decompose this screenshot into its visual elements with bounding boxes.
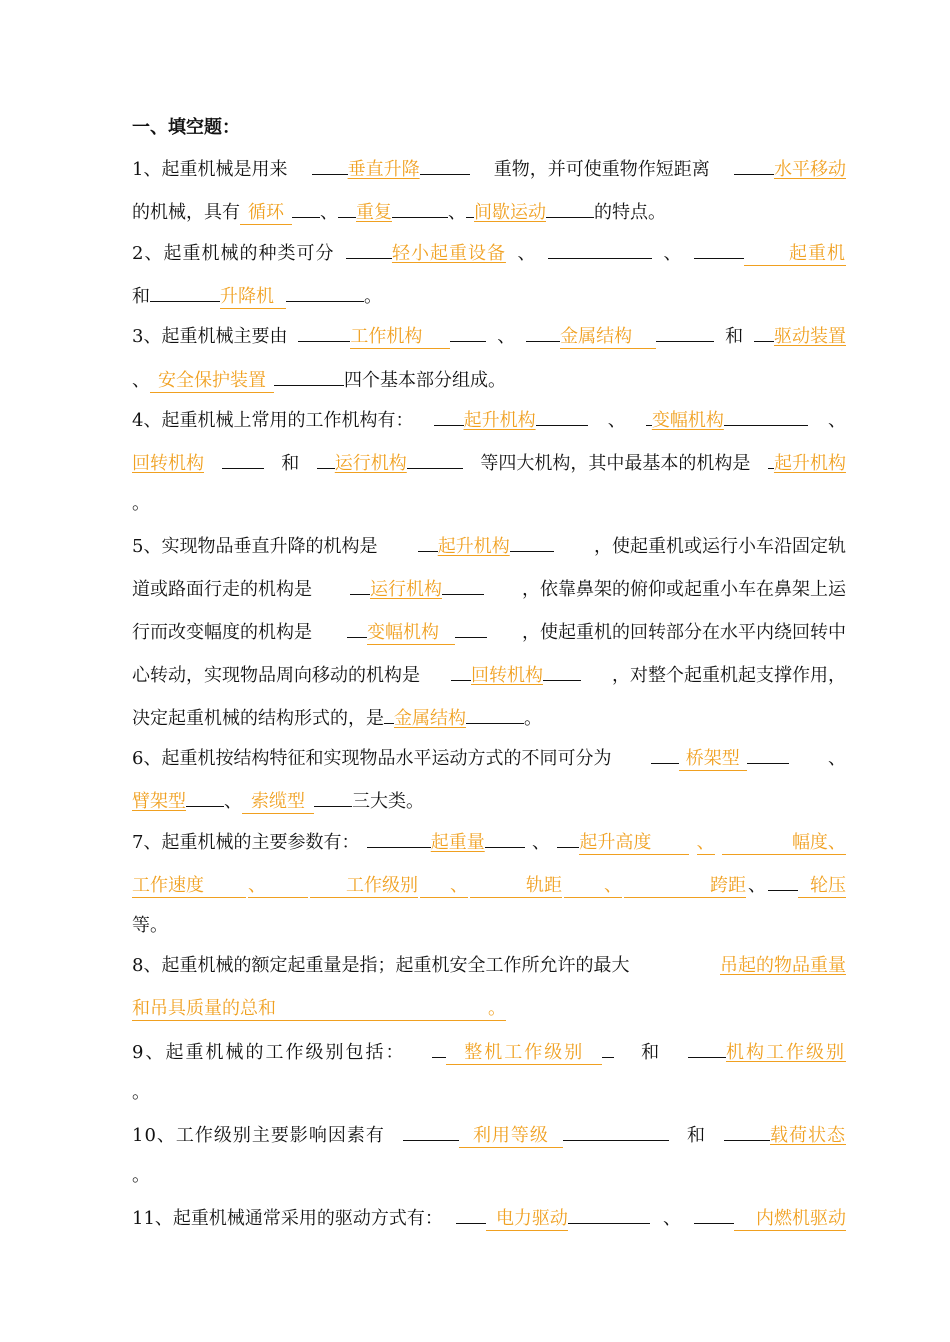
q5-text-d: ，依靠鼻架的俯仰或起重小车在鼻架上运	[522, 579, 846, 600]
q2-answer-1: 轻小起重设备	[391, 243, 506, 264]
blank-underline	[418, 529, 438, 552]
blank-underline	[314, 784, 352, 807]
q3-text-c: 和	[725, 326, 744, 347]
q3-answer-4: 安全保护装置	[150, 370, 274, 393]
q4-text-d: 和	[281, 453, 300, 474]
q4-answer-2: 变幅机构	[651, 410, 724, 431]
q7-answer-3: 幅度、	[722, 832, 846, 855]
q7-text-d: 、	[248, 875, 308, 898]
q7-text-f: 、	[564, 875, 622, 898]
blank-underline	[651, 741, 679, 764]
q1-answer-3: 循环	[240, 202, 292, 225]
q3-text-e: 四个基本部分组成。	[344, 370, 506, 391]
blank-underline	[434, 403, 464, 426]
blank-underline	[392, 195, 448, 218]
q6-text-b: 、	[827, 748, 846, 769]
q2-text-a: 2、起重机械的种类可分	[132, 243, 335, 264]
q10-text-b: 和	[686, 1125, 706, 1146]
q11-answer-2: 内燃机驱动	[734, 1208, 846, 1231]
q5-text-f: ，使起重机的回转部分在水平内绕回转中	[522, 622, 846, 643]
q3-text-b: 、	[497, 326, 516, 347]
q1-text-a: 1、起重机械是用来	[132, 159, 288, 180]
q5-answer-5: 金属结构	[394, 708, 466, 729]
q3-answer-3: 驱动装置	[773, 326, 846, 347]
q6-line-2	[132, 784, 846, 814]
q3-line-2	[132, 363, 846, 393]
q1-answer-4: 重复	[356, 202, 392, 223]
blank-underline	[747, 741, 789, 764]
q11-answer-1: 电力驱动	[486, 1208, 568, 1231]
q10-line-1	[132, 1118, 846, 1148]
q1-line-1	[132, 152, 846, 182]
blank-underline	[312, 152, 348, 175]
q4-line-1	[132, 403, 846, 433]
blank-underline	[548, 236, 652, 259]
q7-text-b: 、	[532, 832, 551, 853]
q1-answer-2: 水平移动	[773, 159, 846, 180]
q1-text-c: 的机械，具有	[132, 202, 240, 223]
blank-underline	[403, 1118, 459, 1141]
q9-text-a: 9、起重机械的工作级别包括：	[132, 1042, 406, 1063]
q7-answer-4: 工作速度	[132, 875, 246, 898]
q3-text-d: 、	[132, 370, 150, 391]
q4-text-a: 4、起重机械上常用的工作机构有：	[132, 410, 414, 431]
q5-text-g: 心转动，实现物品周向移动的机构是	[132, 665, 420, 686]
blank-underline	[688, 1035, 726, 1058]
q10-text-c: 。	[132, 1165, 150, 1186]
q10-text-a: 10、工作级别主要影响因素有	[132, 1125, 385, 1146]
q1-text-b: 重物，并可使重物作短距离	[493, 159, 710, 180]
blank-underline	[543, 658, 581, 681]
blank-underline	[150, 279, 220, 302]
blank-underline	[222, 446, 264, 469]
q9-line-1	[132, 1035, 846, 1065]
q11-line-1	[132, 1201, 846, 1231]
blank-underline	[420, 152, 470, 175]
q5-text-i: 决定起重机械的结构形式的，是	[132, 708, 384, 729]
blank-underline	[526, 319, 560, 342]
blank-underline	[432, 1035, 446, 1058]
q5-answer-3: 变幅机构	[367, 622, 455, 645]
blank-underline	[557, 825, 579, 848]
q7-text-g: 、	[748, 875, 766, 896]
blank-underline	[536, 403, 588, 426]
q2-text-d: 和	[132, 286, 150, 307]
q2-answer-2: 起重机	[744, 243, 846, 266]
q1-answer-5: 间歇运动	[474, 202, 546, 223]
q5-text-b: ，使起重机或运行小车沿固定轨	[593, 536, 846, 557]
q5-text-e: 行而改变幅度的机构是	[132, 622, 312, 643]
q6-text-d: 三大类。	[352, 791, 424, 812]
blank-underline	[754, 319, 774, 342]
blank-underline	[466, 195, 474, 218]
q5-line-2	[132, 572, 846, 602]
q4-line-3	[132, 489, 846, 519]
q4-answer-1: 起升机构	[463, 410, 536, 431]
q3-answer-1: 工作机构	[350, 326, 450, 349]
blank-underline	[694, 236, 744, 259]
q7-text-h: 等。	[132, 915, 168, 936]
q1-text-d: 、	[320, 202, 338, 223]
blank-underline	[450, 319, 486, 342]
q8-line-1	[132, 951, 846, 981]
blank-underline	[568, 1201, 650, 1224]
q5-answer-4: 回转机构	[471, 665, 543, 686]
q7-answer-5: 工作级别	[310, 875, 418, 898]
q6-answer-3: 索缆型	[242, 791, 314, 814]
q7-line-3	[132, 911, 846, 941]
q9-answer-1: 整机工作级别	[446, 1042, 602, 1065]
q6-line-1	[132, 741, 846, 771]
q5-line-3	[132, 615, 846, 645]
blank-underline	[656, 319, 714, 342]
q2-line-1	[132, 236, 846, 266]
q2-text-b: 、	[517, 243, 537, 264]
q4-line-2	[132, 446, 846, 476]
blank-underline	[346, 236, 392, 259]
q3-text-a: 3、起重机械主要由	[132, 326, 288, 347]
blank-underline	[407, 446, 463, 469]
q9-text-b: 和	[641, 1042, 662, 1063]
q3-line-1	[132, 319, 846, 349]
q9-line-2	[132, 1078, 846, 1108]
blank-underline	[384, 701, 394, 724]
q1-line-2	[132, 195, 846, 225]
q11-text-a: 11、起重机械通常采用的驱动方式有：	[132, 1208, 443, 1229]
q3-answer-2: 金属结构	[560, 326, 656, 349]
blank-underline	[546, 195, 594, 218]
q5-text-h: ，对整个起重机起支撑作用，	[612, 665, 846, 686]
blank-underline	[602, 1035, 614, 1058]
q4-answer-3: 回转机构	[132, 453, 204, 474]
blank-underline	[298, 319, 350, 342]
q1-answer-1: 垂直升降	[347, 159, 420, 180]
q5-line-1	[132, 529, 846, 559]
q4-text-e: 等四大机构，其中最基本的机构是	[480, 453, 751, 474]
blank-underline	[734, 152, 774, 175]
q8-text-b: 。	[488, 998, 506, 1019]
q10-answer-2: 载荷状态	[770, 1125, 846, 1146]
q7-answer-8: 轮压	[798, 875, 846, 898]
q7-answer-7: 跨距	[624, 875, 746, 898]
q7-answer-2: 起升高度	[579, 832, 689, 855]
q5-answer-2: 运行机构	[370, 579, 442, 600]
q5-text-c: 道或路面行走的机构是	[132, 579, 312, 600]
blank-underline	[286, 279, 364, 302]
q4-text-c: 、	[827, 410, 846, 431]
q4-text-f: 。	[132, 493, 150, 514]
blank-underline	[724, 403, 808, 426]
q10-line-2	[132, 1161, 846, 1191]
blank-underline	[367, 825, 431, 848]
q5-line-4	[132, 658, 846, 688]
q2-answer-3: 升降机	[220, 286, 286, 309]
blank-underline	[510, 529, 554, 552]
q9-text-c: 。	[132, 1082, 150, 1103]
q6-text-c: 、	[224, 791, 242, 812]
q7-line-2	[132, 868, 846, 898]
q4-answer-4: 运行机构	[334, 453, 407, 474]
q7-text-c: 、	[696, 832, 715, 853]
q11-text-b: 、	[662, 1208, 681, 1229]
blank-underline	[694, 1201, 734, 1224]
q7-text-a: 7、起重机械的主要参数有：	[132, 832, 360, 853]
q5-text-j: 。	[524, 708, 542, 729]
blank-underline	[338, 195, 356, 218]
q8-answer-1: 吊起的物品重量	[720, 955, 846, 976]
blank-underline	[485, 825, 525, 848]
q7-line-1	[132, 825, 846, 855]
q5-text-a: 5、实现物品垂直升降的机构是	[132, 536, 378, 557]
q4-text-b: 、	[607, 410, 626, 431]
blank-underline	[350, 572, 370, 595]
q8-answer-2: 和吊具质量的总和	[132, 998, 488, 1021]
q6-answer-1: 桥架型	[679, 748, 747, 771]
q9-answer-2: 机构工作级别	[725, 1042, 846, 1063]
blank-underline	[455, 615, 487, 638]
q1-text-f: 的特点。	[594, 202, 666, 223]
q2-text-e: 。	[364, 286, 382, 307]
q2-text-c: 、	[663, 243, 683, 264]
blank-underline	[442, 572, 484, 595]
blank-underline	[768, 868, 798, 891]
q10-answer-1: 利用等级	[459, 1125, 563, 1148]
blank-underline	[456, 1201, 486, 1224]
q6-answer-2: 臂架型	[132, 791, 186, 812]
blank-underline	[186, 784, 224, 807]
q8-text-a: 8、起重机械的额定起重量是指；起重机安全工作所允许的最大	[132, 955, 630, 976]
blank-underline	[724, 1118, 770, 1141]
blank-underline	[317, 446, 335, 469]
blank-underline	[466, 701, 524, 724]
q5-answer-1: 起升机构	[437, 536, 510, 557]
blank-underline	[292, 195, 320, 218]
q4-answer-5: 起升机构	[773, 453, 846, 474]
q7-answer-1: 起重量	[430, 832, 485, 853]
q2-line-2	[132, 279, 846, 309]
blank-underline	[347, 615, 367, 638]
blank-underline	[563, 1118, 669, 1141]
q8-line-2	[132, 994, 846, 1024]
q7-answer-6: 轨距	[470, 875, 562, 898]
q6-text-a: 6、起重机按结构特征和实现物品水平运动方式的不同可分为	[132, 748, 612, 769]
q1-text-e: 、	[448, 202, 466, 223]
q5-line-5	[132, 701, 846, 731]
blank-underline	[274, 363, 344, 386]
q7-text-e: 、	[420, 875, 468, 898]
blank-underline	[451, 658, 471, 681]
section-title: 一、填空题：	[132, 117, 240, 138]
